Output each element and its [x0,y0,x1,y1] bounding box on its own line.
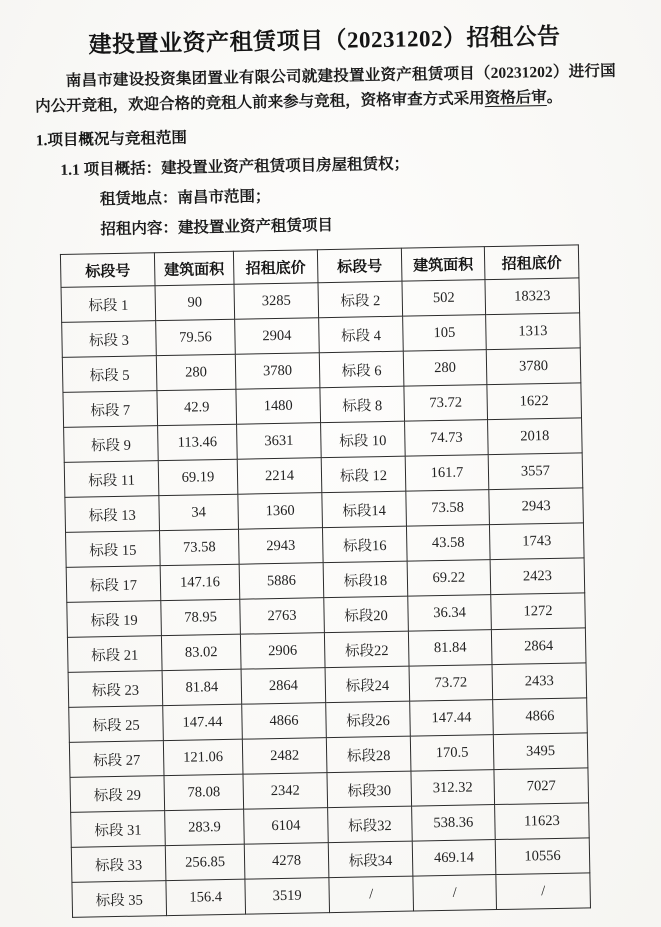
table-cell: 18323 [485,278,580,315]
table-header-cell: 标段号 [60,253,155,288]
table-cell: 1622 [487,383,582,420]
table-cell: 标段18 [323,561,408,598]
table-cell: 170.5 [410,735,494,772]
item-overview-value: 建投置业资产租赁项目房屋租赁权； [160,155,410,178]
table-cell: 3780 [486,348,581,385]
table-cell: 2763 [240,598,325,635]
table-cell: 73.72 [409,665,493,702]
table-cell: 4278 [244,843,329,880]
table-cell: 42.9 [157,389,237,425]
table-cell: 81.84 [162,669,242,705]
item-lease-content [100,211,618,240]
table-cell: 标段24 [325,666,410,703]
table-cell: 538.36 [412,805,496,842]
table-cell: 3557 [488,453,583,490]
table-cell: 标段 11 [64,461,159,498]
table-cell: 标段 13 [65,496,160,533]
table-cell: 2904 [235,318,320,355]
bid-table-body [61,278,590,917]
item-overview-label: 1.1 项目概括： [60,160,162,179]
intro-text-after: 。 [546,88,563,106]
table-cell: 标段 23 [68,671,163,708]
table-header-cell: 标段号 [317,248,402,283]
table-cell: / [496,873,591,910]
table-cell: 标段20 [324,596,409,633]
table-cell: 5886 [239,563,324,600]
table-cell: 标段 7 [63,391,158,428]
table-cell: 标段14 [322,491,407,528]
table-cell: 74.73 [405,420,489,457]
table-header-cell: 建筑面积 [401,247,485,282]
table-cell: 147.44 [410,700,494,737]
table-cell: 4866 [242,703,327,740]
intro-text-before: 南昌市建设投资集团置业有限公司就建投置业资产租赁项目（20231202）进行国内公开竞租，欢迎合格的竞租人前来参与竞租，资格审查方式采用 [35,62,616,116]
table-cell: 标段 17 [66,566,161,603]
table-cell: 标段 27 [69,741,164,778]
table-cell: 79.56 [156,319,236,355]
section1-heading: 1.项目概况与竞租范围 [35,129,188,150]
table-cell: 3631 [237,423,322,460]
table-cell: 502 [402,280,486,317]
table-cell: 34 [159,494,239,530]
table-cell: 69.19 [158,459,238,495]
table-cell: 标段 8 [320,386,405,423]
table-cell: 1360 [238,493,323,530]
table-header-cell: 招租底价 [233,250,318,285]
table-cell: 73.72 [404,385,488,422]
table-cell: 标段 21 [67,636,162,673]
table-cell: 2423 [490,558,585,595]
table-cell: 2864 [241,668,326,705]
table-cell: 73.58 [160,529,240,565]
table-cell: 2943 [489,488,584,525]
table-cell: 标段 25 [69,706,164,743]
table-cell: 标段 9 [64,426,159,463]
item-content-label: 招租内容： [100,219,179,239]
table-cell: 156.4 [166,879,246,915]
table-cell: 标段 1 [61,286,156,323]
intro-paragraph [35,59,617,120]
table-cell: 2214 [237,458,322,495]
table-cell: 69.22 [407,560,491,597]
table-cell: 3495 [493,733,588,770]
table-cell: 标段 10 [321,421,406,458]
table-cell: 90 [155,284,235,320]
table-cell: 2018 [488,418,583,455]
table-cell: 6104 [244,808,329,845]
table-cell: 标段28 [326,736,411,773]
table-cell: 标段 29 [70,776,165,813]
table-cell: 73.58 [406,490,490,527]
table-cell: 469.14 [412,840,496,877]
table-cell: 36.34 [408,595,492,632]
table-cell: 1480 [236,388,321,425]
table-cell: 标段34 [328,841,413,878]
table-cell: 11623 [495,803,590,840]
table-cell: 2482 [242,738,327,775]
table-cell: 280 [156,354,236,390]
table-cell: 标段 4 [319,316,404,353]
table-cell: 78.08 [164,774,244,810]
table-cell: 283.9 [165,809,245,845]
item-lease-location [100,181,618,210]
table-cell: 标段 35 [72,881,167,918]
table-cell: 78.95 [161,599,241,635]
table-cell: 2864 [491,628,586,665]
table-cell: 3780 [235,353,320,390]
table-cell: 3519 [245,878,330,915]
table-cell: 标段 15 [66,531,161,568]
table-cell: 标段 2 [318,281,403,318]
table-cell: 4866 [493,698,588,735]
item-project-overview [60,151,617,181]
table-cell: 105 [403,315,487,352]
table-cell: 312.32 [411,770,495,807]
table-cell: 1743 [489,523,584,560]
table-cell: / [413,875,497,912]
item-location-value: 南昌市范围； [177,188,271,207]
table-cell: 标段 5 [62,356,157,393]
table-cell: 标段 3 [62,321,157,358]
table-cell: 280 [403,350,487,387]
table-cell: 83.02 [161,634,241,670]
table-cell: 标段22 [324,631,409,668]
table-header-cell: 建筑面积 [154,251,234,285]
table-cell: 113.46 [158,424,238,460]
table-cell: 标段 33 [71,846,166,883]
table-cell: 81.84 [408,630,492,667]
table-cell: 2943 [238,528,323,565]
table-cell: 10556 [495,838,590,875]
table-cell: 43.58 [406,525,490,562]
table-cell: 3285 [234,283,319,320]
table-cell: 147.44 [163,704,243,740]
table-cell: 7027 [494,768,589,805]
table-cell: 标段30 [327,771,412,808]
table-cell: 标段 31 [71,811,166,848]
table-cell: 1272 [491,593,586,630]
table-header-cell: 招租底价 [484,245,579,280]
table-cell: 标段 12 [321,456,406,493]
table-cell: 标段 6 [319,351,404,388]
table-cell: 标段 19 [67,601,162,638]
table-cell: 2433 [492,663,587,700]
table-cell: 1313 [486,313,581,350]
table-cell: 161.7 [405,455,489,492]
item-location-label: 租赁地点： [99,189,178,209]
table-cell: 2342 [243,773,328,810]
item-content-value: 建投置业资产租赁项目 [177,216,334,237]
table-cell: 标段16 [322,526,407,563]
table-cell: 147.16 [160,564,240,600]
bid-sections-table [60,244,591,917]
table-cell: / [329,876,414,913]
table-cell: 2906 [240,633,325,670]
table-cell: 121.06 [163,739,243,775]
document-title: 建投置业资产租赁项目（20231202）招租公告 [88,23,561,58]
table-cell: 256.85 [165,844,245,880]
intro-underlined-term: 资格后审 [484,88,547,108]
table-cell: 标段32 [328,806,413,843]
table-cell: 标段26 [326,701,411,738]
